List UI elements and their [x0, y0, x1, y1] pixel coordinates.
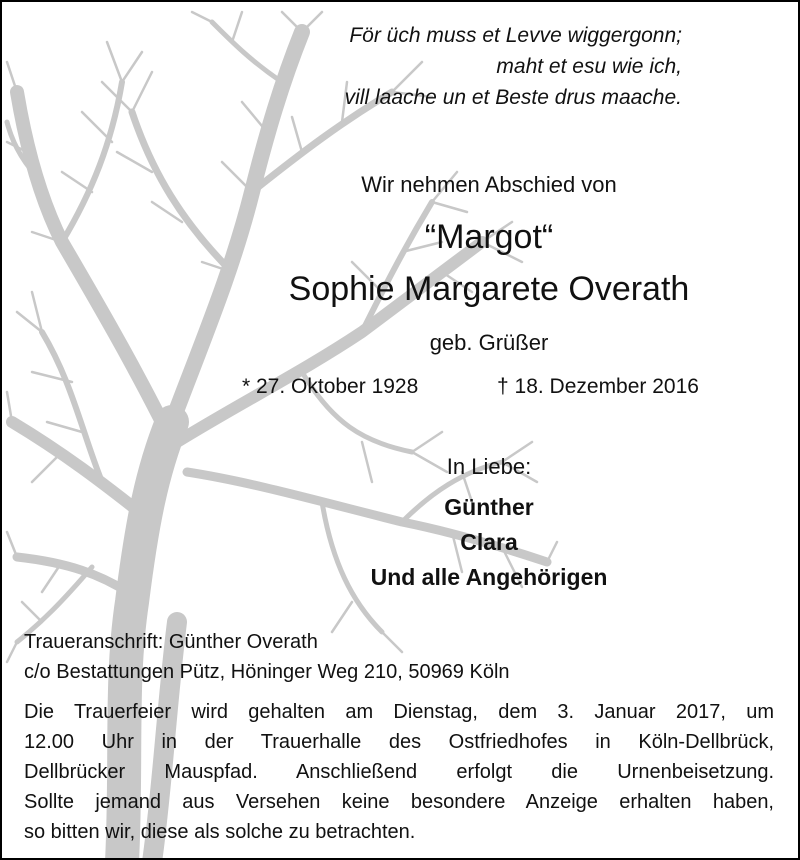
nickname: “Margot“: [424, 218, 554, 256]
mourner-name: Clara: [460, 529, 518, 555]
maiden-name: geb. Grüßer: [429, 330, 549, 355]
address-line: c/o Bestattungen Pütz, Höninger Weg 210, 50969 Köln: [24, 661, 510, 683]
farewell-intro: Wir nehmen Abschied von: [361, 172, 617, 197]
poem-line: maht et esu wie ich,: [496, 55, 682, 78]
mourners-intro: In Liebe:: [446, 454, 532, 479]
ceremony-line: Sollte jemand aus Versehen keine besondere Anzeige erhalten haben,: [24, 791, 774, 813]
mourner-name: Und alle Angehörigen: [370, 564, 608, 590]
address-line: Traueranschrift: Günther Overath: [24, 631, 318, 653]
ceremony-line: 12.00 Uhr in der Trauerhalle des Ostfriedhofes in Köln-Dellbrück,: [24, 731, 774, 753]
poem: [252, 20, 682, 113]
mourners-list: [234, 490, 744, 595]
ceremony-line: Die Trauerfeier wird gehalten am Dienstag, dem 3. Januar 2017, um: [24, 701, 774, 723]
deceased-full-name: Sophie Margarete Overath: [288, 270, 690, 308]
ceremony-text: [24, 697, 774, 847]
mourner-name: Günther: [444, 494, 534, 520]
poem-line: För üch muss et Levve wiggergonn;: [349, 24, 682, 47]
ceremony-line: Dellbrücker Mauspfad. Anschließend erfolgt die Urnenbeisetzung.: [24, 761, 774, 783]
death-date: † 18. Dezember 2016: [497, 375, 699, 398]
mourning-address: [24, 627, 510, 687]
poem-line: vill laache un et Beste drus maache.: [344, 86, 682, 109]
ceremony-line: so bitten wir, diese als solche zu betrachten.: [24, 821, 416, 843]
birth-date: * 27. Oktober 1928: [242, 375, 419, 398]
